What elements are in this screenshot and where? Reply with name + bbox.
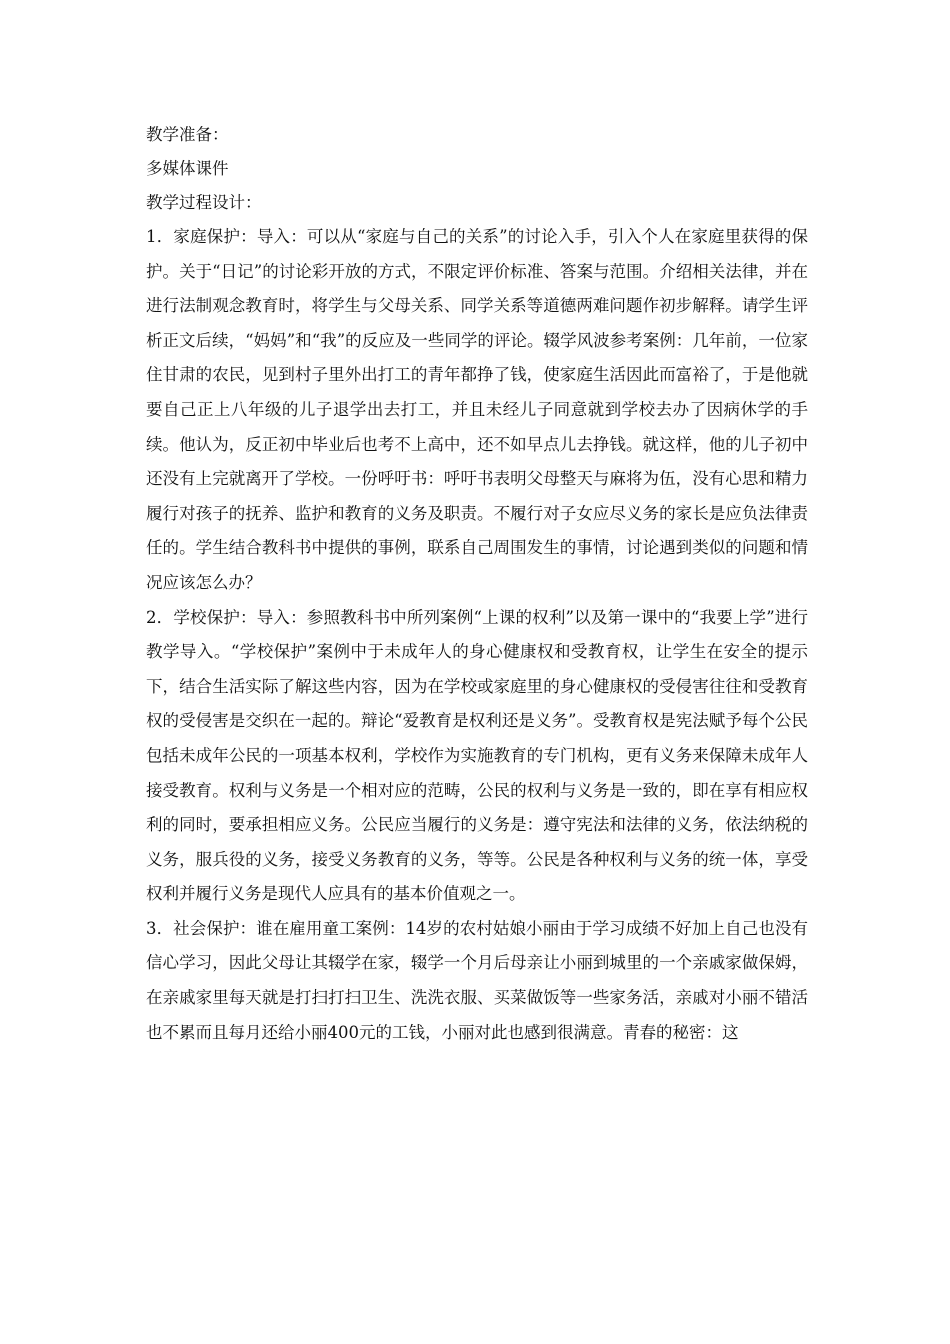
document-page bbox=[146, 118, 808, 1050]
preparation-item: 多媒体课件 bbox=[146, 159, 229, 178]
paragraph-school-protection: 2．学校保护：导入：参照教科书中所列案例“上课的权利”以及第一课中的“我要上学”进行教学导入。“学校保护”案例中于未成年人的身心健康权和受教育权，让学生在安全的提示下，结合生活实际了解这些内容，因为在学校或家庭里的身心健康权的受侵害往往和受教育权的受侵害是交织在一起的。辩论“爱教育是权利还是义务”。受教育权是宪法赋予每个公民包括未成年公民的一项基本权利，学校作为实施教育的专门机构，更有义务来保障未成年人接受教育。权利与义务是一个相对应的范畴，公民的权利与义务是一致的，即在享有相应权利的同时，要承担相应义务。公民应当履行的义务是：遵守宪法和法律的义务，依法纳税的义务，服兵役的义务，接受义务教育的义务，等等。公民是各种权利与义务的统一体，享受权利并履行义务是现代人应具有的基本价值观之一。 bbox=[146, 607, 808, 904]
heading-process: 教学过程设计： bbox=[146, 193, 262, 212]
paragraph-social-protection: 3．社会保护：谁在雇用童工案例：14岁的农村姑娘小丽由于学习成绩不好加上自己也没有信心学习，因此父母让其辍学在家，辍学一个月后母亲让小丽到城里的一个亲戚家做保姆，在亲戚家里每天就是打扫打扫卫生、洗洗衣服、买菜做饭等一些家务活，亲戚对小丽不错活也不累而且每月还给小丽400元的工钱，小丽对此也感到很满意。青春的秘密：这 bbox=[146, 918, 808, 1042]
paragraph-family-protection: 1．家庭保护：导入：可以从“家庭与自己的关系”的讨论入手，引入个人在家庭里获得的保护。关于“日记”的讨论彩开放的方式，不限定评价标准、答案与范围。介绍相关法律，并在进行法制观念教育时，将学生与父母关系、同学关系等道德两难问题作初步解释。请学生评析正文后续，“妈妈”和“我”的反应及一些同学的评论。辍学风波参考案例：几年前，一位家住甘肃的农民，见到村子里外出打工的青年都挣了钱，使家庭生活因此而富裕了，于是他就要自己正上八年级的儿子退学出去打工，并且未经儿子同意就到学校去办了因病休学的手续。他认为，反正初中毕业后也考不上高中，还不如早点儿去挣钱。就这样，他的儿子初中还没有上完就离开了学校。一份呼吁书：呼吁书表明父母整天与麻将为伍，没有心思和精力履行对孩子的抚养、监护和教育的义务及职责。不履行对子女应尽义务的家长是应负法律责任的。学生结合教科书中提供的事例，联系自己周围发生的事情，讨论遇到类似的问题和情况应该怎么办？ bbox=[146, 227, 808, 592]
heading-preparation: 教学准备： bbox=[146, 125, 229, 144]
